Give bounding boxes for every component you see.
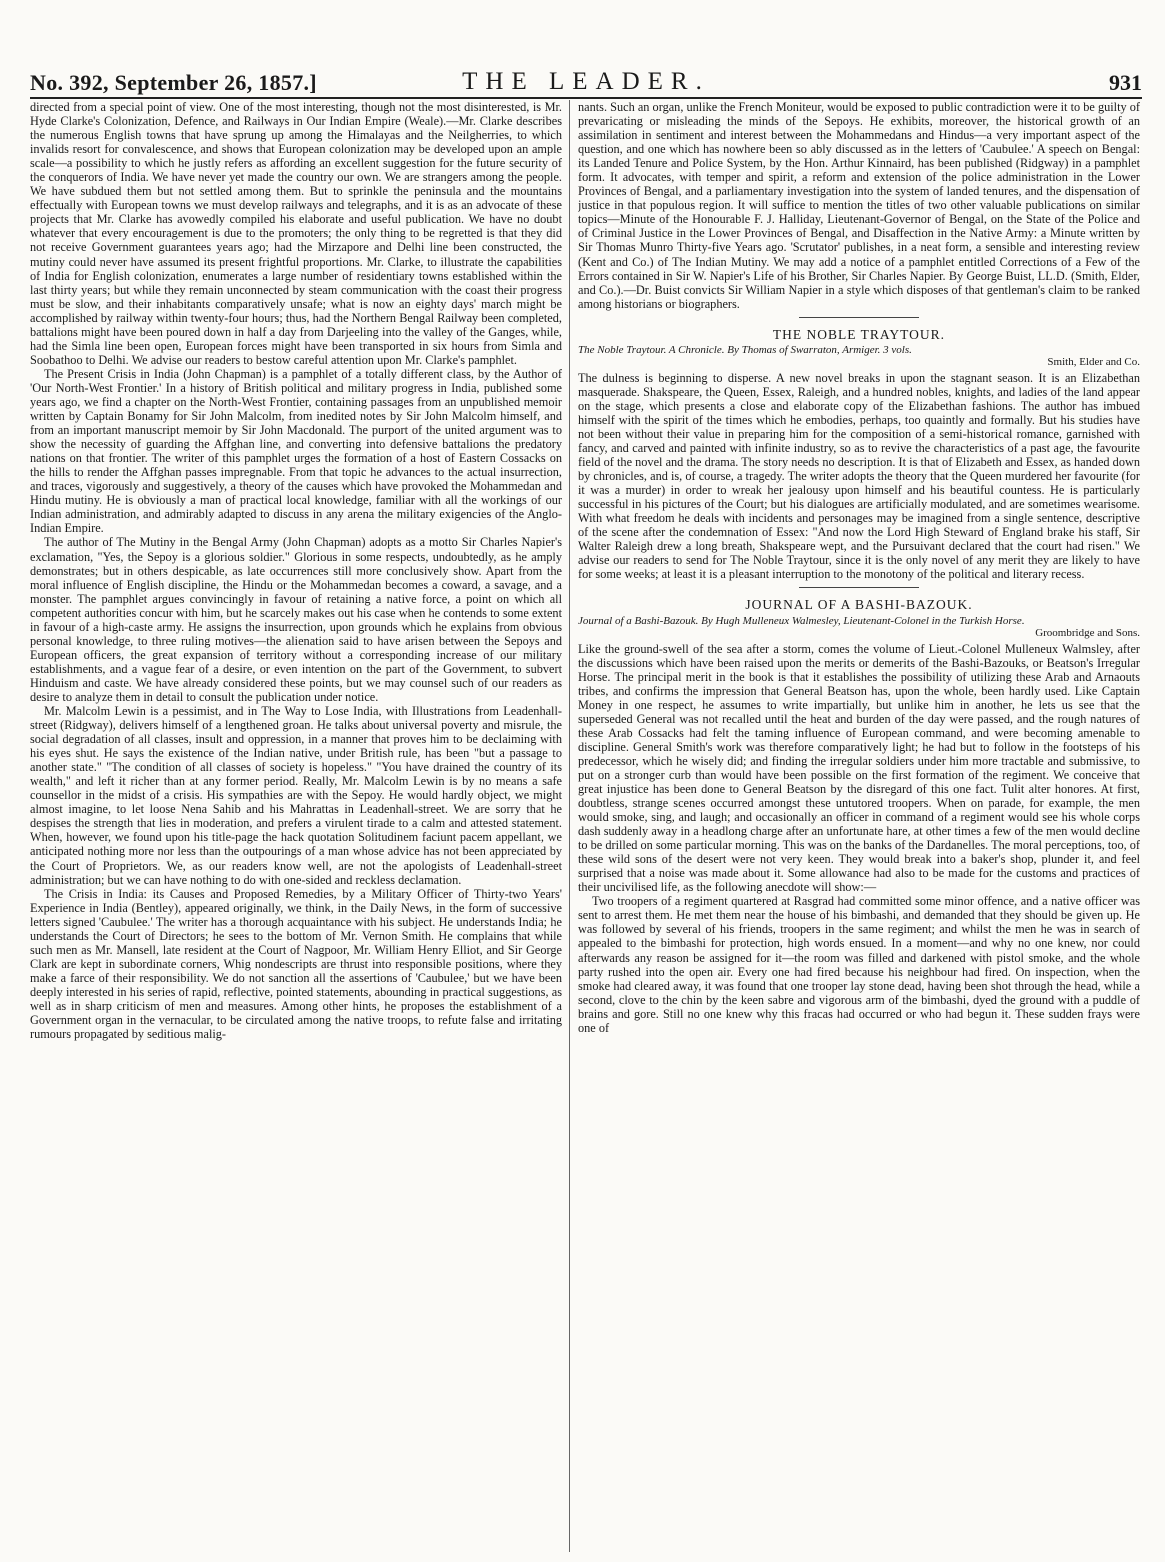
- section-title-bashi-bazouk: JOURNAL OF A BASHI-BAZOUK.: [745, 597, 973, 613]
- section-rule: [799, 587, 919, 588]
- page-number: 931: [1109, 70, 1142, 95]
- right-column: [578, 100, 1140, 1552]
- paragraph: nants. Such an organ, unlike the French Moniteur, would be exposed to public contradiction were it to be guilty of prevaricating or misleading the minds of the Sepoys. He exhibits, moreover, the historical growth of an assimilation in sentiment and interest between the Mohammedans and Hindus—a very important aspect of the question, and one which has nowhere been so ably discussed as in the letters of 'Caubulee.' A speech on Bengal: its Landed Tenure and Police System, by the Hon. Arthur Kinnaird, has been published (Ridgway) in a pamphlet form. It advocates, with temper and spirit, a reform and extension of the police administration in the Lower Provinces of Bengal, and a parliamentary investigation into the system of landed tenures, and the dispensation of justice in that populous region. It will suffice to mention the titles of two other valuable publications on similar topics—Minute of the Honourable F. J. Halliday, Lieutenant-Governor of Bengal, on the State of the Police and of Criminal Justice in the Lower Provinces of Bengal, and Disaffection in the Native Army: a Minute written by Sir Thomas Munro Thirty-five Years ago. 'Scrutator' publishes, in a neat form, a sensible and interesting review (Kent and Co.) of The Indian Mutiny. We may add a notice of a pamphlet entitled Corrections of a Few of the Errors contained in Sir W. Napier's Life of his Brother, Sir Charles Napier. By George Buist, LL.D. (Smith, Elder, and Co.).—Dr. Buist convicts Sir William Napier in a style which disposes of that gentleman's claim to be ranked among historians or biographers.: [578, 100, 1140, 311]
- header-rule: [30, 97, 1142, 99]
- masthead-title: THE LEADER.: [462, 68, 710, 95]
- publisher: Smith, Elder and Co.: [1047, 356, 1140, 369]
- issue-number: No. 392, September 26, 1857.]: [30, 70, 317, 95]
- paragraph: directed from a special point of view. One of the most interesting, though not the most disinterested, is Mr. Hyde Clarke's Colonization, Defence, and Railways in Our Indian Empire (Weale).—Mr. Clarke describes the numerous English towns that have sprung up among the Himalayas and the Neilgherries, to which invalids resort for convalescence, and shows that European colonization may be developed upon an ample scale—a possibility to which he justly refers as affording an excellent suggestion for the future security of the conquerors of India. We have never yet made the country our own. We are strangers among the people. We have subdued them but not settled among them. But to sprinkle the peninsula and the mountains effectually with European towns we must develop railways and telegraphs, and it is as an advocate of these projects that Mr. Clarke has avowedly compiled his elaborate and useful publication. We have no doubt whatever that every encouragement is due to the promoters; the only thing to be regretted is that they did not receive Government guarantees years ago; had the Mirzapore and Delhi line been constructed, the mutiny could never have assumed its present frightful proportions. Mr. Clarke, to illustrate the capabilities of India for English colonization, enumerates a large number of residentiary towns established within the last thirty years; but while they remain unconnected by steam communication with the coast their progress must be slow, and their inhabitants comparatively unsafe; what is now an eighty days' march might be accomplished by railway within twenty-four hours; thus, had the Northern Bengal Railway been completed, battalions might have been poured down in half a day from Darjeeling into the valley of the Ganges, while, had the Simla line been open, European forces might have been transported in six hours from Simla and Soobathoo to Delhi. We advise our readers to bestow careful attention upon Mr. Clarke's pamphlet.: [30, 100, 562, 367]
- book-citation: [578, 615, 1140, 640]
- paragraph: The Crisis in India: its Causes and Proposed Remedies, by a Military Officer of Thirty-two Years' Experience in India (Bentley), appeared originally, we think, in the Daily News, in the form of successive letters signed 'Caubulee.' The writer has a thorough acquaintance with his subject. He understands India; he understands the Court of Directors; he sees to the bottom of Mr. Vernon Smith. He complains that while such men as Mr. Mansell, late resident at the Court of Nagpoor, Mr. William Henry Elliot, and Sir George Clark are kept in subordinate corners, Whig nondescripts are thrust into responsible positions, where they make a farce of their responsibility. We do not sanction all the assertions of 'Caubulee,' but we have been deeply interested in his series of rapid, reflective, pointed statements, abounding in practical suggestions, as well as in sharp criticism of men and measures. Among other hints, he proposes the establishment of a Government organ in the vernacular, to be circulated among the native troops, to refute false and irritating rumours propagated by seditious malig-: [30, 886, 562, 1042]
- page-header: [30, 64, 1142, 100]
- book-citation: [578, 344, 1140, 369]
- paragraph: Like the ground-swell of the sea after a storm, comes the volume of Lieut.-Colonel Mulleneux Walmsley, after the discussions which have been raised upon the merits or demerits of the Bashi-Bazouks, or Beatson's Irregular Horse. The principal merit in the book is that it establishes the possibility of utilizing these Arab and Arnaouts tribes, and confirms the impression that General Beatson has, upon the whole, been hardly used. Like Captain Money in one respect, he assumes to write impartially, but unlike him in another, he lets us see that the superseded General was not recalled until the heat and burden of the day were passed, and the rough natures of these Arab Cossacks had felt the taming influence of European command, and were becoming amenable to discipline. General Smith's work was therefore comparatively light; he had but to follow in the footsteps of his predecessor, which he wisely did; and finding the irregular soldiers under him more tractable and submissive, to put on a stronger curb than would have been possible on the first formation of the regiment. We conceive that great injustice has been done to General Beatson by the disregard of this one fact. Tulit alter honores. At first, doubtless, strange scenes occurred amongst these untutored troopers. When on parade, for example, the men would smoke, sing, and laugh; and occasionally an officer in command of a regiment would see his whole corps dash suddenly away in a headlong charge after an unfortunate hare, at other times a few of the men would decline to be drilled on some particular morning. This was on the banks of the Dardanelles. The moral perceptions, too, of these wild sons of the desert were not very keen. They would break into a baker's shop, plunder it, and feel surprised that a noise was made about it. Some allowance had also to be made for the customs and practices of their uncivilised life, as the following anecdote will show:—: [578, 641, 1140, 895]
- publisher: Groombridge and Sons.: [1035, 627, 1140, 639]
- citation-text: Journal of a Bashi-Bazouk. By Hugh Mulleneux Walmesley, Lieutenant-Colonel in the Turkish Horse.: [578, 614, 1025, 627]
- paragraph: The Present Crisis in India (John Chapman) is a pamphlet of a totally different class, by the Author of 'Our North-West Frontier.' In a history of British political and military progress in India, published some years ago, we find a chapter on the North-West Frontier, containing passages from an unpublished memoir written by Captain Bonamy for Sir John Malcolm, from inedited notes by Sir John Malcolm himself, and from an important manuscript memoir by Sir John Macdonald. The purport of the united argument was to show the necessity of guarding the Affghan line, and converting into defensive battalions the predatory nations on that frontier. The writer of this pamphlet urges the formation of a host of Eastern Cossacks on the hills to render the Affghan passes impregnable. From that topic he advances to the actual insurrection, and traces, vigorously and suggestively, a theory of the causes which have provoked the Mohammedan and Hindu mutiny. He is obviously a man of practical local knowledge, familiar with all the workings of our Indian administration, and admirably adapted to discuss in any arena the military exigencies of the Anglo-Indian Empire.: [30, 366, 562, 536]
- citation-text: The Noble Traytour. A Chronicle. By Thomas of Swarraton, Armiger. 3 vols.: [578, 343, 912, 356]
- section-title-noble-traytour: THE NOBLE TRAYTOUR.: [772, 326, 946, 342]
- column-divider: [569, 100, 570, 1552]
- paragraph: The dulness is beginning to disperse. A new novel breaks in upon the stagnant season. It is an Elizabethan masquerade. Shakspeare, the Queen, Essex, Raleigh, and a hundred nobles, knights, and ladies of the land appear on the stage, which presents a close and elaborate copy of the Elizabethan fashions. The author has imbued himself with the spirit of the times which he embodies, perhaps, too quaintly and formally. But his studies have not been without their value in preparing him for the composition of a semi-historical romance, garnished with fancy, and carved and painted with infinite industry, so as to revive the characteristics of a past age, the favourite field of the novel and the drama. The story needs no description. It is that of Elizabeth and Essex, as handed down by chronicles, and is, of course, a tragedy. The writer adopts the theory that the Queen murdered her favourite (for it was a murder) in order to wreak her jealousy upon himself and his beautiful countess. He is particularly successful in his pictures of the Court; but his dialogues are artificially modulated, and are sometimes wearisome. With what freedom he deals with incidents and personages may be imagined from a single sentence, descriptive of the scene after the condemnation of Essex: "And now the Lord High Steward of England brake his staff, Sir Walter Raleigh drew a long breath, Shakspeare wept, and the Pursuivant declared that the court had risen." We advise our readers to send for The Noble Traytour, since it is the only novel of any merit they are likely to have for some weeks; at least it is a pleasant interruption to the monotony of the political and literary recess.: [578, 370, 1140, 582]
- paragraph: Two troopers of a regiment quartered at Rasgrad had committed some minor offence, and a native officer was sent to arrest them. He met them near the house of his bimbashi, and demanded that they should be given up. He was followed by several of his friends, troopers in the same regiment; and whilst the men he was in search of appealed to the bimbashi for protection, high words ensued. In a moment—and why no one knew, nor could afterwards any reason be assigned for it—the room was filled and darkened with pistol smoke, and the whole party rushed into the open air. Every one had fired because his neighbour had fired. On inspection, when the smoke had cleared away, it was found that one trooper lay stone dead, having been shot through the head, while a second, clove to the chin by the keen sabre and vigorous arm of the bimbashi, dyed the ground with a puddle of brains and gore. Still no one knew why this fracas had occurred or who had begun it. These sudden frays were one of: [578, 894, 1140, 1035]
- paragraph: Mr. Malcolm Lewin is a pessimist, and in The Way to Lose India, with Illustrations from Leadenhall-street (Ridgway), delivers himself of a lengthened groan. He talks about universal poverty and misrule, the social degradation of all classes, insult and oppression, in a manner that proves him to be declaiming with his eyes shut. He says the existence of the Indian native, under British rule, has been "but a passage to another state." "The condition of all classes of society is hopeless." "You have drained the country of its wealth," and left it richer than at any former period. Really, Mr. Malcolm Lewin is by no means a safe counsellor in the midst of a crisis. His sympathies are with the Sepoy. He would hardly object, we might almost imagine, to let loose Nena Sahib and his Mahrattas in Leadenhall-street. We are sorry that he despises the strength that lies in moderation, and prefers a virulent tirade to a calm and attested statement. When, however, we found upon his title-page the hack quotation Solitudinem faciunt pacem appellant, we anticipated nothing more nor less than the outpourings of a man whose advice has not been appreciated by the Court of Proprietors. We, as our readers know well, are not the apologists of Leadenhall-street administration; but we can have nothing to do with one-sided and reckless declamation.: [30, 704, 562, 887]
- section-rule: [799, 317, 919, 318]
- paragraph: The author of The Mutiny in the Bengal Army (John Chapman) adopts as a motto Sir Charles Napier's exclamation, "Yes, the Sepoy is a glorious soldier." Glorious in some respects, undoubtedly, as he amply demonstrates; but in others despicable, as late occurrences still more conclusively show. Apart from the moral influence of English discipline, the Hindu or the Mohammedan becomes a coward, a savage, and a monster. The pamphlet argues convincingly in favour of retaining a native force, a point on which all competent authorities concur with him, but he scarcely makes out his case when he contends to some extent in favour of a high-caste army. He assigns the insurrection, upon grounds which he explains from obvious personal knowledge, to three ruling motives—the alienation said to have arisen between the Sepoys and European officers, the great expansion of territory without a corresponding increase of our military establishments, and a vague fear of a desire, or even intention on the part of the Government, to subvert Hinduism and caste. We have already considered these points, but we may counsel such of our readers as desire to analyze them in detail to consult the publication under notice.: [30, 535, 562, 704]
- left-column: [30, 100, 562, 1552]
